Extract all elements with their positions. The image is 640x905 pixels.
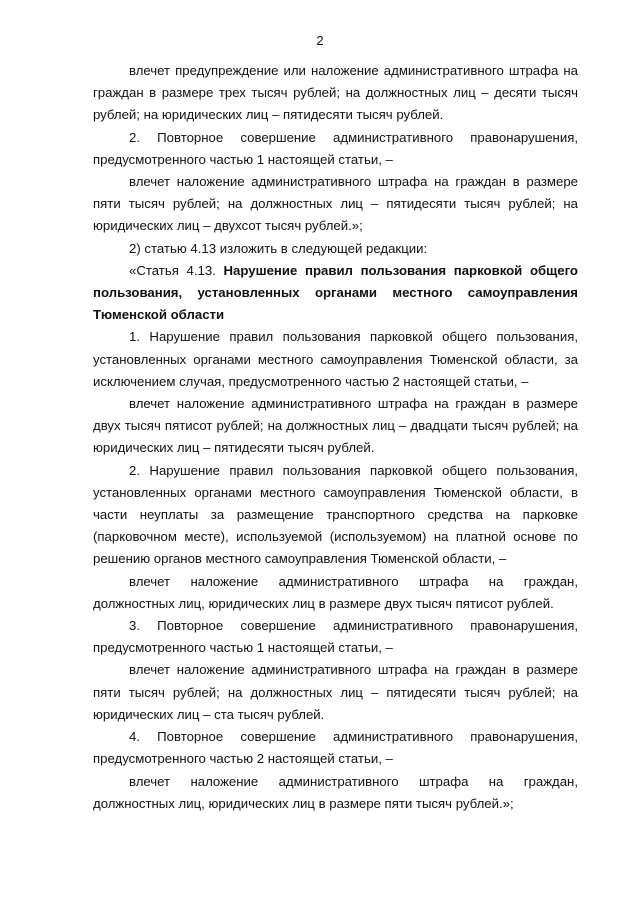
- paragraph-4-13-part3: 3. Повторное совершение административного правонарушения, предусмотренного частью 1 настоящей статьи, –: [93, 618, 578, 656]
- page-number: 2: [316, 33, 324, 48]
- paragraph-4-13-sanction3: влечет наложение административного штрафа на граждан в размере пяти тысяч рублей; на должностных лиц – пятидесяти тысяч рублей; на юридических лиц – ста тысяч рублей.: [93, 662, 578, 722]
- paragraph-4-13-sanction2: влечет наложение административного штрафа на граждан, должностных лиц, юридических лиц в размере двух тысяч пятисот рублей.: [93, 573, 578, 611]
- article-prefix: «Статья 4.13.: [129, 262, 224, 278]
- paragraph-4-13-sanction1: влечет наложение административного штрафа на граждан в размере двух тысяч пятисот рублей; на должностных лиц – двадцати тысяч рублей; на юридических лиц – пятидесяти тысяч рублей.: [93, 396, 578, 456]
- paragraph-4-13-part1: 1. Нарушение правил пользования парковкой общего пользования, установленных органами местного самоуправления Тюменской области, за исключением случая, предусмотренного частью 2 настоящей статьи, –: [93, 329, 578, 389]
- paragraph-part2-repeat: 2. Повторное совершение административного правонарушения, предусмотренного частью 1 настоящей статьи, –: [93, 129, 578, 167]
- document-body: [93, 60, 578, 815]
- paragraph-4-13-part4: 4. Повторное совершение административного правонарушения, предусмотренного частью 2 настоящей статьи, –: [93, 729, 578, 767]
- paragraph-amendment-4-13: 2) статью 4.13 изложить в следующей редакции:: [129, 240, 428, 256]
- paragraph-4-13-part2: 2. Нарушение правил пользования парковкой общего пользования, установленных органами местного самоуправления Тюменской области, в части неуплаты за размещение транспортного средства на парковке (парковочном месте), используемой (используемом) на платной основе по решению органов местного самоуправления Тюменской области, –: [93, 462, 578, 567]
- paragraph-4-13-sanction4: влечет наложение административного штрафа на граждан, должностных лиц, юридических лиц в размере пяти тысяч рублей.»;: [93, 773, 578, 811]
- article-heading: [93, 260, 578, 327]
- paragraph-sanction-part1: влечет предупреждение или наложение административного штрафа на граждан в размере трех тысяч рублей; на должностных лиц – десяти тысяч рублей; на юридических лиц – пятидесяти тысяч рублей.: [93, 63, 578, 123]
- article-title: Нарушение правил пользования парковкой общего пользования, установленных органами местного самоуправления Тюменской области: [93, 262, 578, 323]
- paragraph-sanction-part2: влечет наложение административного штрафа на граждан в размере пяти тысяч рублей; на должностных лиц – пятидесяти тысяч рублей; на юридических лиц – двухсот тысяч рублей.»;: [93, 174, 578, 234]
